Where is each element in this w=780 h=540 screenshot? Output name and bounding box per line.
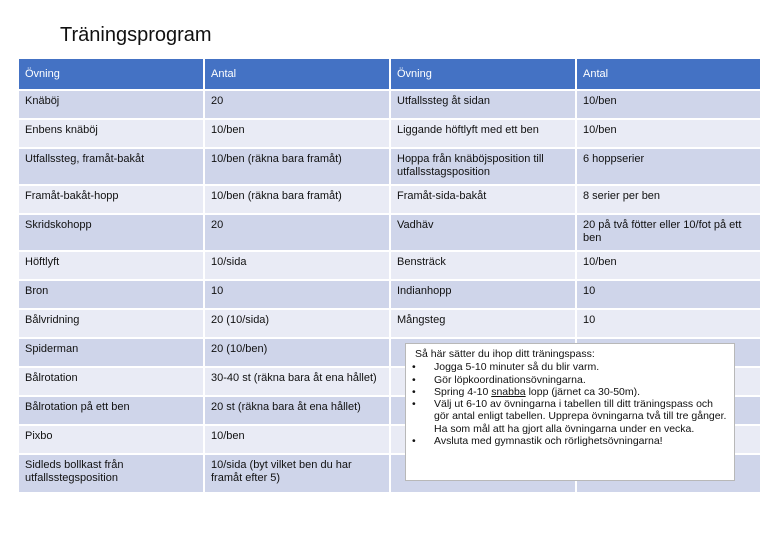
table-cell: 10/sida (byt vilket ben du har framåt efter 5) [204,454,390,493]
table-cell: Knäböj [19,90,204,119]
table-row [19,309,761,338]
header-amount-2: Antal [576,59,761,90]
table-header-row [19,59,761,90]
instruction-text: Spring 4-10 [434,385,492,398]
table-cell: 30-40 st (räkna bara åt ena hållet) [204,367,390,396]
table-cell: 20 (10/ben) [204,338,390,367]
table-cell: Pixbo [19,425,204,454]
instructions-intro: Så här sätter du ihop ditt träningspass: [415,348,595,360]
instructions-box [405,343,735,481]
table-cell: 8 serier per ben [576,185,761,214]
table-cell: 20 [204,90,390,119]
table-cell: 10/ben [576,251,761,280]
instruction-text: lopp (järnet ca 30-50m). [525,385,641,398]
table-cell: Hoppa från knäböjsposition till utfallsstagsposition [390,148,576,185]
header-amount-1: Antal [204,59,390,90]
table-cell: Utfallssteg åt sidan [390,90,576,119]
instruction-item: • Välj ut 6-10 av övningarna i tabellen till ditt träningspass och gör antal enligt tabellen. Upprepa övningarna två till tre gånger. Ha som mål att ha gjort alla övningarna under en vecka. [412,398,728,435]
table-cell: Spiderman [19,338,204,367]
table-cell: 10/ben (räkna bara framåt) [204,185,390,214]
table-cell: Framåt-sida-bakåt [390,185,576,214]
table-cell: Bålrotation på ett ben [19,396,204,425]
table-cell: 10/ben [576,119,761,148]
table-cell: 20 [204,214,390,251]
table-cell: Utfallssteg, framåt-bakåt [19,148,204,185]
table-cell: 20 st (räkna bara åt ena hållet) [204,396,390,425]
instruction-item: • Avsluta med gymnastik och rörlighetsövningarna! [412,435,728,447]
table-cell: 10/ben [576,90,761,119]
instruction-item: • Jogga 5-10 minuter så du blir varm. [412,361,728,373]
table-cell: 10/ben [204,119,390,148]
table-row [19,185,761,214]
table-row [19,280,761,309]
table-cell: Skridskohopp [19,214,204,251]
table-row [19,90,761,119]
table-cell: 20 på två fötter eller 10/fot på ett ben [576,214,761,251]
table-row [19,119,761,148]
header-exercise-2: Övning [390,59,576,90]
table-cell: Indianhopp [390,280,576,309]
table-cell: Bron [19,280,204,309]
table-cell: Enbens knäböj [19,119,204,148]
page-title: Träningsprogram [60,24,212,46]
table-cell: 10/sida [204,251,390,280]
instructions-list [412,361,728,447]
table-cell: 10 [204,280,390,309]
table-row [19,214,761,251]
table-cell: 6 hoppserier [576,148,761,185]
table-cell: Framåt-bakåt-hopp [19,185,204,214]
table-cell: Bålrotation [19,367,204,396]
table-cell: Bensträck [390,251,576,280]
table-cell: Mångsteg [390,309,576,338]
table-row [19,148,761,185]
table-row [19,251,761,280]
header-exercise-1: Övning [19,59,204,90]
instruction-item [412,386,728,398]
instruction-item: • Gör löpkoordinationsövningarna. [412,374,728,386]
table-cell: Sidleds bollkast från utfallsstegsposition [19,454,204,493]
table-cell: 20 (10/sida) [204,309,390,338]
table-cell: Bålvridning [19,309,204,338]
table-cell: 10 [576,280,761,309]
table-cell: Liggande höftlyft med ett ben [390,119,576,148]
table-cell: 10/ben (räkna bara framåt) [204,148,390,185]
table-cell: Höftlyft [19,251,204,280]
table-cell: 10/ben [204,425,390,454]
table-cell: 10 [576,309,761,338]
instruction-emphasis: snabba [491,385,526,398]
table-cell: Vadhäv [390,214,576,251]
